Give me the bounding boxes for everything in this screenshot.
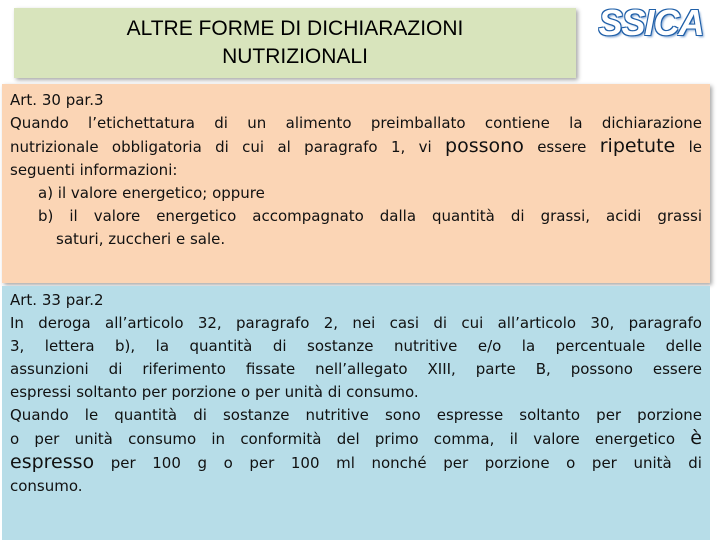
art30-word-ripetute: ripetute bbox=[599, 135, 676, 157]
title-line-1: ALTRE FORME DI DICHIARAZIONI bbox=[126, 17, 464, 40]
art30-line-1: Quando l’etichettatura di un alimento preimballato contiene la dichiarazione bbox=[10, 114, 702, 132]
art33-line-6 bbox=[10, 427, 702, 451]
art30-item-a: a) il valore energetico; oppure bbox=[38, 184, 265, 202]
ssica-logo bbox=[592, 2, 710, 44]
title-line-2: NUTRIZIONALI bbox=[222, 45, 368, 68]
art33-heading: Art. 33 par.2 bbox=[10, 291, 104, 309]
art33-line-8: consumo. bbox=[10, 477, 83, 495]
art33-box bbox=[2, 286, 710, 540]
art33-line-1: In deroga all’articolo 32, paragrafo 2, nei casi di cui all’articolo 30, paragrafo bbox=[10, 314, 702, 332]
logo-text: SSICA bbox=[598, 2, 704, 43]
art30-line-2e: le bbox=[688, 138, 702, 156]
art30-word-possono: possono bbox=[445, 135, 524, 157]
art33-word-e: è bbox=[690, 427, 702, 449]
art33-line-3: assunzioni di riferimento fissate nell’allegato XIII, parte B, possono essere bbox=[10, 360, 702, 378]
art30-heading: Art. 30 par.3 bbox=[10, 91, 104, 109]
title-box bbox=[14, 8, 576, 78]
art30-item-b-2: saturi, zuccheri e sale. bbox=[56, 230, 226, 248]
art33-line-7 bbox=[10, 451, 702, 475]
art30-line-2a: nutrizionale obbligatoria di cui al paragrafo 1, vi bbox=[10, 138, 432, 156]
art33-line-6a: o per unità consumo in conformità del primo comma, il valore energetico bbox=[10, 430, 676, 448]
art30-line-2 bbox=[10, 135, 702, 159]
art30-item-b-1: b) il valore energetico accompagnato dalla quantità di grassi, acidi grassi bbox=[38, 207, 702, 225]
art33-line-4: espressi soltanto per porzione o per unità di consumo. bbox=[10, 383, 419, 401]
art33-line-5: Quando le quantità di sostanze nutritive sono espresse soltanto per porzione bbox=[10, 406, 702, 424]
art33-line-2: 3, lettera b), la quantità di sostanze nutritive e/o la percentuale delle bbox=[10, 337, 702, 355]
art30-line-3: seguenti informazioni: bbox=[10, 161, 178, 179]
art30-line-2c: essere bbox=[537, 138, 587, 156]
art30-box bbox=[2, 84, 710, 283]
art33-line-7b: per 100 g o per 100 ml nonché per porzione o per unità di bbox=[110, 454, 702, 472]
art33-word-espresso: espresso bbox=[10, 451, 95, 473]
